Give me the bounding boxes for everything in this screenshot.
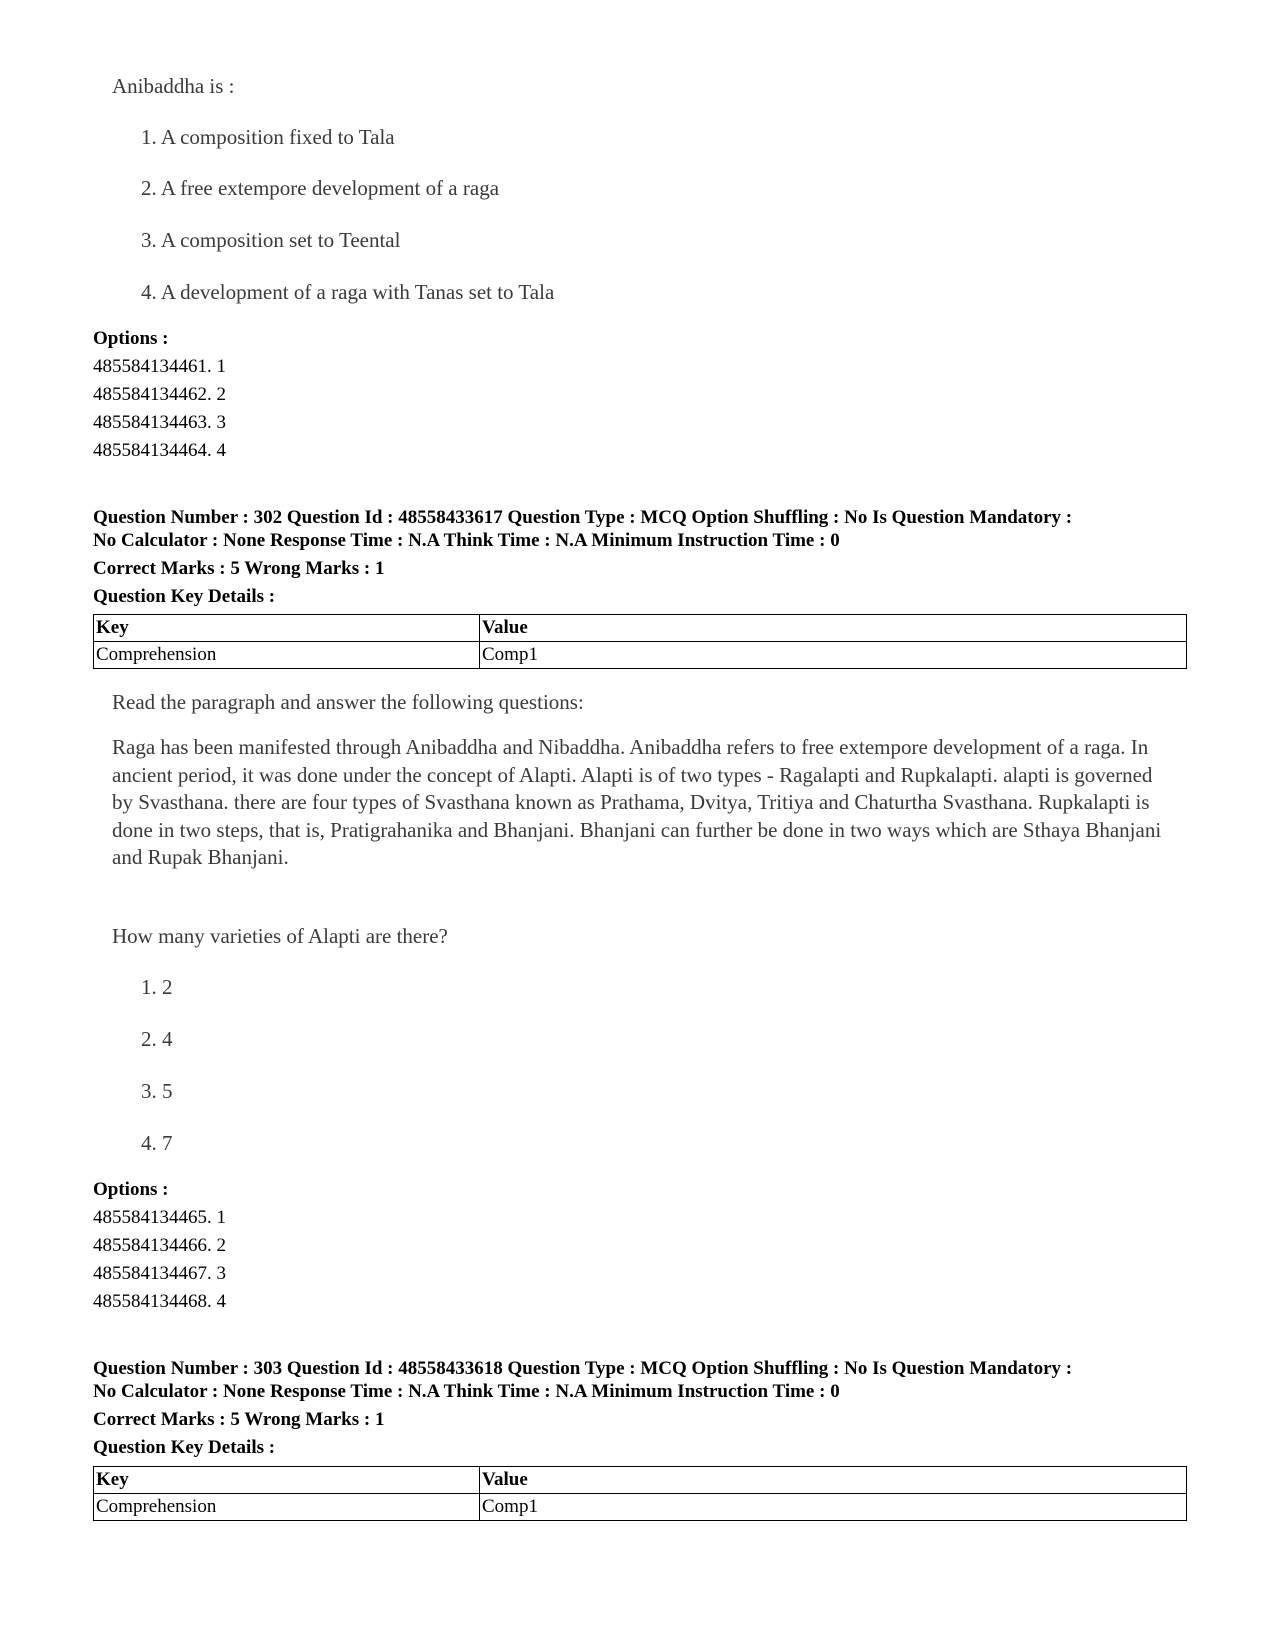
answer-choice: 4. 7 bbox=[141, 1131, 173, 1155]
table-header-key: Key bbox=[94, 1467, 480, 1494]
options-label: Options : bbox=[93, 328, 169, 349]
table-row bbox=[94, 1494, 1187, 1521]
answer-choice: 2. A free extempore development of a raga bbox=[141, 176, 500, 200]
question-stem: How many varieties of Alapti are there? bbox=[112, 924, 448, 948]
option-id: 485584134466. 2 bbox=[93, 1235, 226, 1256]
option-id: 485584134467. 3 bbox=[93, 1263, 226, 1284]
question-meta-line1: Question Number : 302 Question Id : 48558433617 Question Type : MCQ Option Shuffling : No Is Question Mandatory : bbox=[93, 507, 1073, 528]
table-header-value: Value bbox=[480, 1467, 1187, 1494]
answer-choice: 1. A composition fixed to Tala bbox=[141, 125, 395, 149]
key-details-table bbox=[93, 614, 1187, 669]
question-meta-line2: No Calculator : None Response Time : N.A Think Time : N.A Minimum Instruction Time : 0 bbox=[93, 530, 840, 551]
marks-line: Correct Marks : 5 Wrong Marks : 1 bbox=[93, 1409, 385, 1430]
question-stem: Anibaddha is : bbox=[112, 74, 235, 98]
table-cell-value: Comp1 bbox=[480, 1494, 1187, 1521]
comprehension-paragraph: Raga has been manifested through Anibaddha and Nibaddha. Anibaddha refers to free extempore development of a raga. In ancient period, it was done under the concept of Alapti. Alapti is of two types - Ragalapti and Rupkalapti. alapti is governed by Svasthana. there are four types of Svasthana known as Prathama, Dvitya, Tritiya and Chaturtha Svasthana. Rupkalapti is done in two steps, that is, Pratigrahanika and Bhanjani. Bhanjani can further be done in two ways which are Sthaya Bhanjani and Rupak Bhanjani. bbox=[112, 735, 1162, 869]
option-id: 485584134464. 4 bbox=[93, 440, 226, 461]
question-meta-line1: Question Number : 303 Question Id : 48558433618 Question Type : MCQ Option Shuffling : No Is Question Mandatory : bbox=[93, 1358, 1073, 1379]
answer-choice: 3. 5 bbox=[141, 1079, 173, 1103]
options-label: Options : bbox=[93, 1179, 169, 1200]
key-details-table bbox=[93, 1466, 1187, 1521]
answer-choice: 4. A development of a raga with Tanas set to Tala bbox=[141, 280, 555, 304]
table-header-key: Key bbox=[94, 615, 480, 642]
option-id: 485584134465. 1 bbox=[93, 1207, 226, 1228]
table-row bbox=[94, 642, 1187, 669]
option-id: 485584134468. 4 bbox=[93, 1291, 226, 1312]
question-meta-line2: No Calculator : None Response Time : N.A Think Time : N.A Minimum Instruction Time : 0 bbox=[93, 1381, 840, 1402]
comprehension-instruction: Read the paragraph and answer the following questions: bbox=[112, 690, 584, 714]
answer-choice: 3. A composition set to Teental bbox=[141, 228, 401, 252]
marks-line: Correct Marks : 5 Wrong Marks : 1 bbox=[93, 558, 385, 579]
key-details-label: Question Key Details : bbox=[93, 586, 276, 607]
option-id: 485584134462. 2 bbox=[93, 384, 226, 405]
answer-choice: 2. 4 bbox=[141, 1027, 173, 1051]
table-header-value: Value bbox=[480, 615, 1187, 642]
answer-choice: 1. 2 bbox=[141, 975, 173, 999]
table-header-row bbox=[94, 615, 1187, 642]
table-cell-key: Comprehension bbox=[94, 642, 480, 669]
table-header-row bbox=[94, 1467, 1187, 1494]
key-details-label: Question Key Details : bbox=[93, 1437, 276, 1458]
table-cell-key: Comprehension bbox=[94, 1494, 480, 1521]
option-id: 485584134463. 3 bbox=[93, 412, 226, 433]
table-cell-value: Comp1 bbox=[480, 642, 1187, 669]
option-id: 485584134461. 1 bbox=[93, 356, 226, 377]
